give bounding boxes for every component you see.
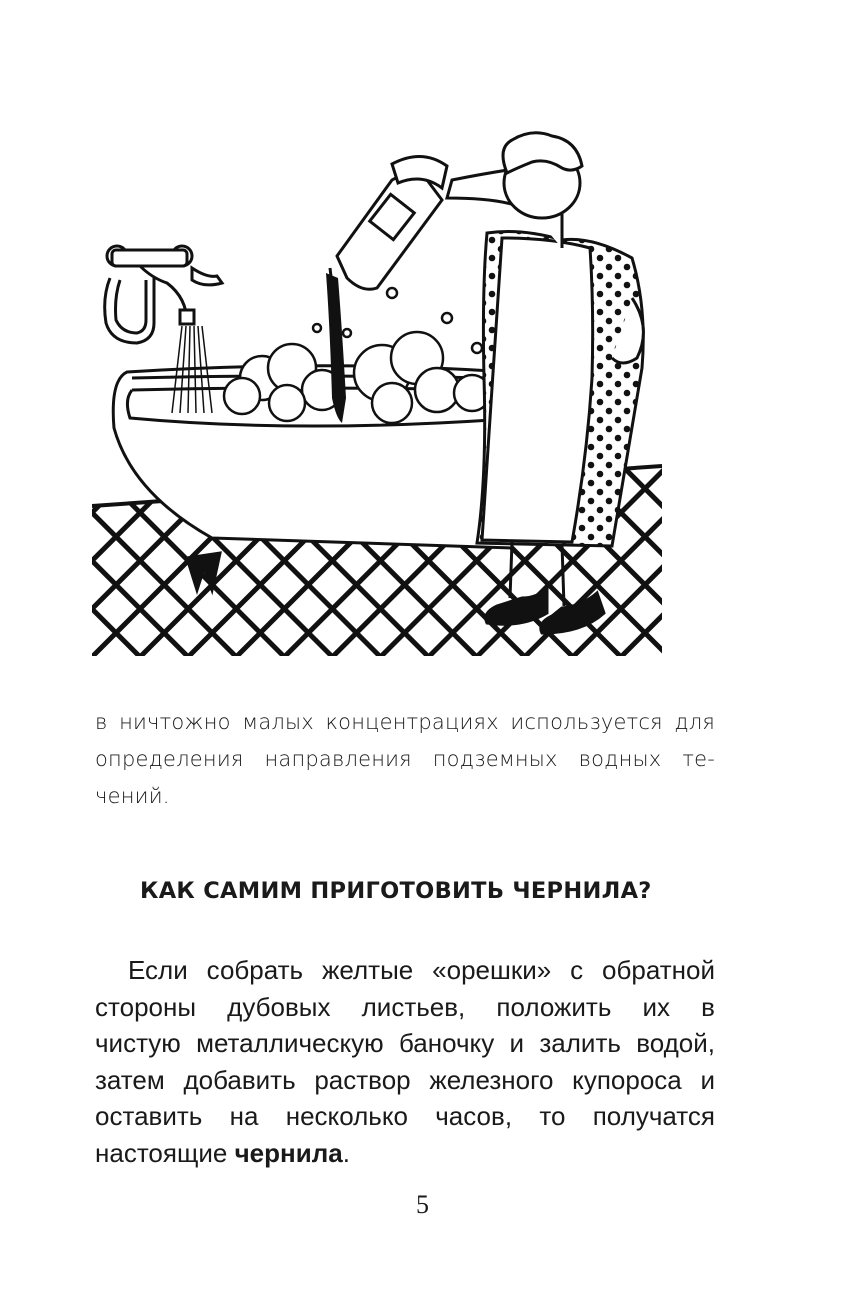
body-paragraph — [95, 952, 715, 1171]
body-line-4: затем добавить раствор железного купороса и — [95, 1064, 715, 1095]
body-last-prefix: настоящие — [95, 1137, 235, 1168]
bold-term: чернила — [234, 1137, 343, 1168]
page-number: 5 — [416, 1190, 429, 1219]
intro-line-3: чений. — [95, 784, 170, 808]
woman-pouring-ink-into-bathtub-illustration — [92, 128, 662, 656]
faucet — [105, 246, 222, 343]
body-line-5: оставить на несколько часов, то получатся — [95, 1101, 715, 1131]
body-line-3: чистую металлическую баночку и залить водой, — [95, 1028, 715, 1058]
intro-paragraph — [95, 704, 715, 815]
section-heading: КАК САМИМ ПРИГОТОВИТЬ ЧЕРНИЛА? — [140, 878, 652, 904]
body-line-2: стороны дубовых листьев, положить их в — [95, 991, 715, 1022]
ink-bottle — [330, 156, 447, 303]
intro-line-1: в ничтожно малых концентрациях используется для — [95, 710, 715, 734]
body-last-suffix: . — [342, 1137, 350, 1168]
body-line-6 — [95, 1135, 715, 1172]
body-line-1: Если собрать желтые «орешки» с обратной — [128, 955, 715, 985]
intro-line-2: определения направления подземных водных те- — [95, 747, 715, 771]
